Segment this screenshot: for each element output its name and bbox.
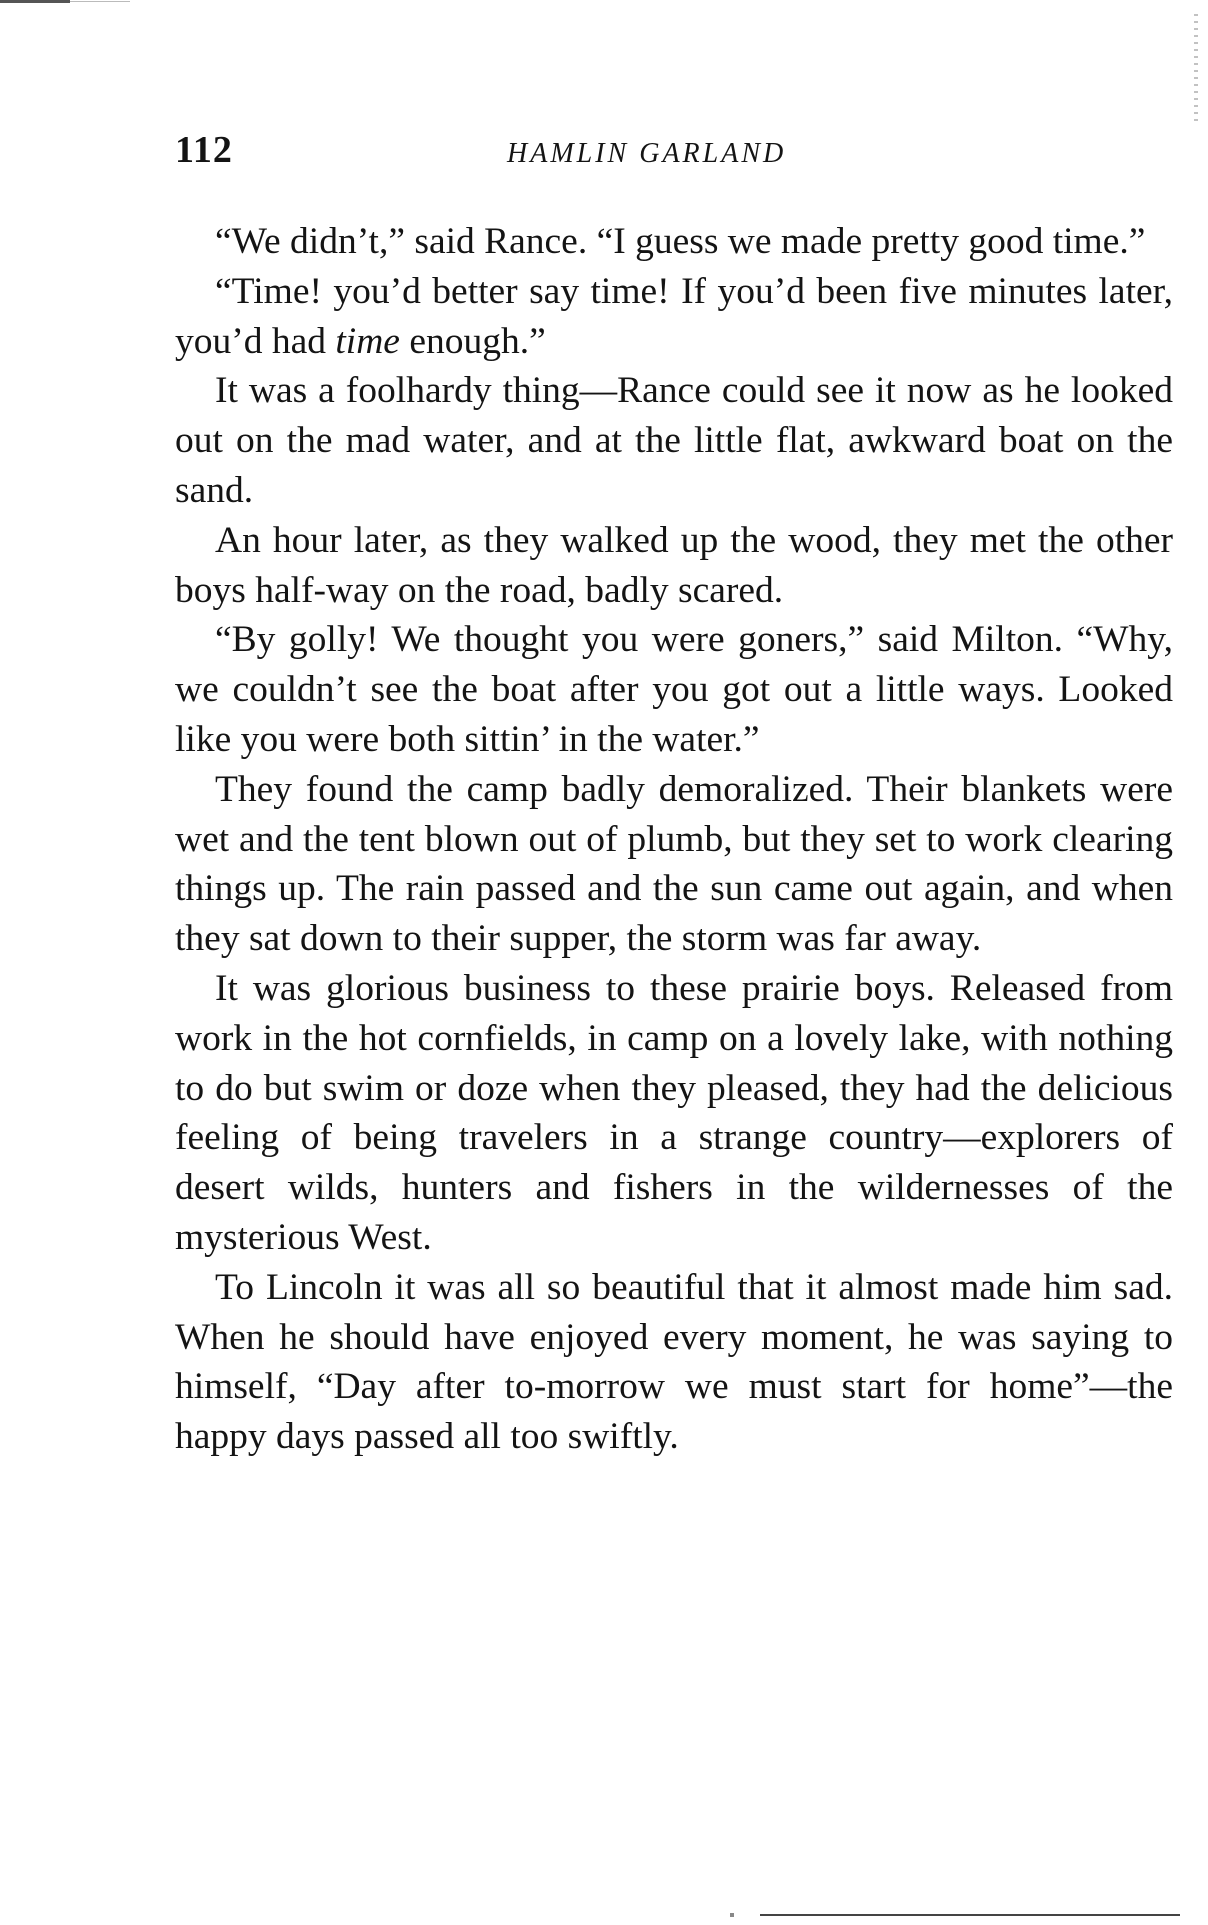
- scan-edge-mark: [70, 1, 130, 2]
- scan-edge-mark: [0, 0, 70, 3]
- paragraph: [175, 765, 1173, 964]
- page-number: 112: [175, 129, 233, 171]
- italic-word: time: [335, 320, 400, 362]
- page-header: [175, 128, 1175, 178]
- paragraph: [175, 964, 1173, 1263]
- body-text: [175, 217, 1173, 1462]
- paragraph: [175, 516, 1173, 616]
- paragraph-text: An hour later, as they walked up the wood, they met the other boys half-way on the road, badly scared.: [175, 519, 1173, 611]
- paragraph: [175, 267, 1173, 367]
- scan-edge-mark: [1194, 14, 1198, 124]
- paragraph: [175, 366, 1173, 515]
- paragraph-text: It was a foolhardy thing—Rance could see it now as he looked out on the mad water, and at the little flat, awkward boat on the sand.: [175, 370, 1173, 511]
- scan-edge-mark: [760, 1914, 1180, 1916]
- paragraph-text: “We didn’t,” said Rance. “I guess we made pretty good time.”: [215, 221, 1146, 262]
- paragraph: [175, 1263, 1173, 1462]
- paragraph: [175, 615, 1173, 764]
- paragraph-text: It was glorious business to these prairie boys. Released from work in the hot cornfields, in camp on a lovely lake, with nothing to do but swim or doze when they pleased, they had the delicious feeling of being travelers in a strange country—explorers of desert wilds, hunters and fishers in the wildernesses of the mysterious West.: [175, 967, 1173, 1258]
- running-head: HAMLIN GARLAND: [507, 138, 787, 169]
- paragraph: [175, 217, 1173, 267]
- paragraph-text: enough.”: [399, 320, 546, 362]
- paragraph-text: “Time! you’d better say time! If you’d been five minutes later, you’d had: [175, 270, 1173, 362]
- paragraph-text: They found the camp badly demoralized. Their blankets were wet and the tent blown out of plumb, but they set to work clearing things up. The rain passed and the sun came out again, and when they sat down to their supper, the storm was far away.: [175, 768, 1173, 960]
- paragraph-text: To Lincoln it was all so beautiful that it almost made him sad. When he should have enjoyed every moment, he was saying to himself, “Day after to-morrow we must start for home”—the happy days passed all too swiftly.: [175, 1266, 1173, 1458]
- scan-speck: [730, 1913, 734, 1917]
- paragraph-text: “By golly! We thought you were goners,” said Milton. “Why, we couldn’t see the boat after you got out a little ways. Looked like you were both sittin’ in the water.”: [175, 619, 1173, 760]
